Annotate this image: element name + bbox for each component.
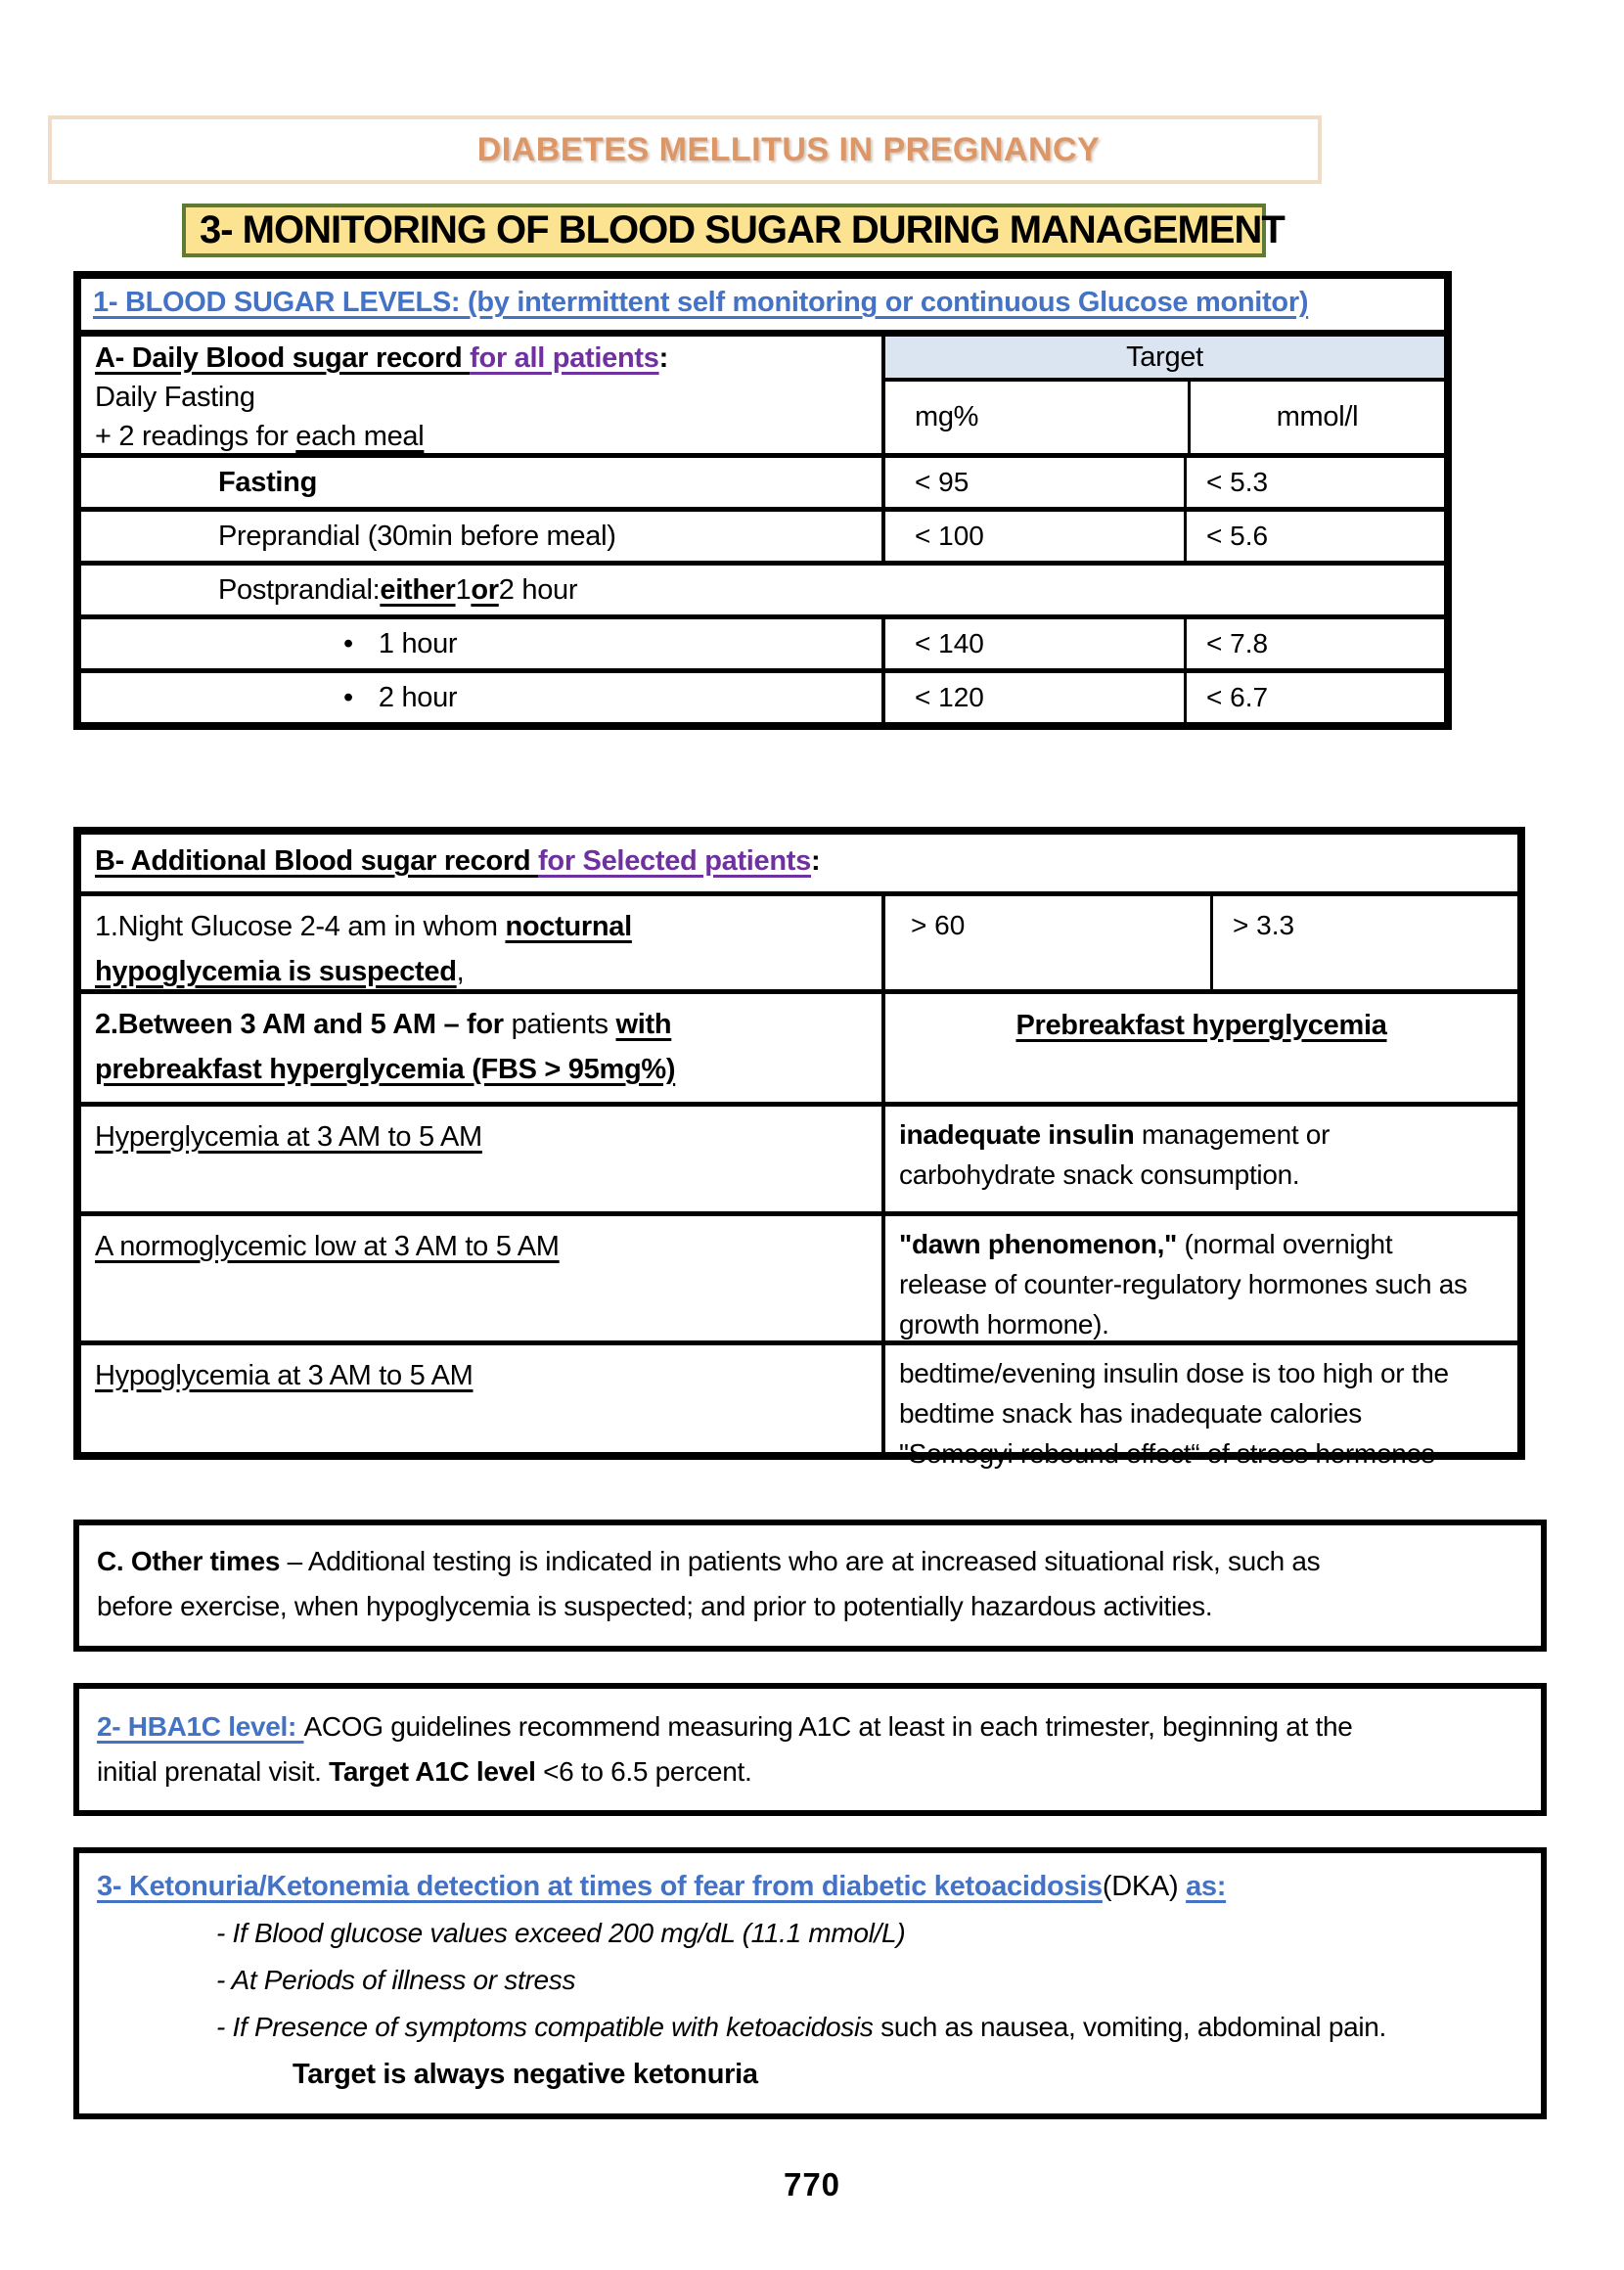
table-row-1hour [81,614,1444,668]
unit-mg-cell: mg% [915,401,979,432]
ketonuria-title: 3- Ketonuria/Ketonemia detection at times of fear from diabetic ketoacidosis(DKA) as: [97,1871,1227,1902]
table-row-hyperglycemia [81,1102,1517,1211]
chapter-title: DIABETES MELLITUS IN PREGNANCY [476,130,1101,168]
row-explanation: "dawn phenomenon," (normal overnight release of counter-regulatory hormones such as growth hormone). [881,1216,1517,1340]
row-mg-value: < 95 [881,458,1184,507]
row-label: Hyperglycemia at 3 AM to 5 AM [95,1121,482,1153]
row-label: Fasting [218,466,318,498]
ketonuria-bullet-3: - If Presence of symptoms compatible with ketoacidosis such as nausea, vomiting, abdominal pain. [216,2012,1387,2042]
row-span-value: Prebreakfast hyperglycemia [881,994,1517,1102]
row-label: Hypoglycemia at 3 AM to 5 AM [95,1360,474,1391]
blood-sugar-levels-table [73,271,1452,730]
table-row-night-glucose [81,891,1517,989]
additional-blood-sugar-table [73,827,1525,1469]
section-banner [182,204,1285,257]
row-mmol-value: < 5.6 [1184,512,1444,561]
table1-intro-row [81,330,1444,453]
row-explanation: bedtime/evening insulin dose is too high or the bedtime snack has inadequate calories "Somogyi rebound effect“ of stress hormones [881,1345,1517,1452]
table2-title: B- Additional Blood sugar record for Selected patients: [95,845,821,877]
row-mmol-value: > 3.3 [1210,896,1517,989]
row-mg-value: < 120 [881,673,1184,722]
table-row-fasting [81,453,1444,507]
table-row-hypoglycemia [81,1340,1517,1469]
row-mmol-value: < 7.8 [1184,619,1444,668]
table1-intro-description: A- Daily Blood sugar record for all patients: Daily Fasting + 2 readings for each meal [95,342,668,452]
row-label: • 2 hour [343,681,458,713]
note-other-times: C. Other times – Additional testing is indicated in patients who are at increased situational risk, such as before exercise, when hypoglycemia is suspected; and prior to potentially hazardous activities. [73,1520,1547,1652]
row-mg-value: < 100 [881,512,1184,561]
row-explanation: inadequate insulin management or carbohydrate snack consumption. [881,1107,1517,1211]
table1-target-block [881,337,1444,453]
table-row-preprandial [81,507,1444,561]
row-mg-value: < 140 [881,619,1184,668]
target-header-cell: Target [885,337,1444,382]
table-row-normoglycemic [81,1211,1517,1340]
table-row-2hour [81,668,1444,722]
row-label: Preprandial (30min before meal) [218,520,616,552]
table-row-postprandial: Postprandial: either 1 or 2 hour [81,561,1444,614]
page-number: 770 [783,2166,841,2202]
unit-mmol-cell: mmol/l [1188,382,1444,453]
ketonuria-target: Target is always negative ketonuria [293,2059,758,2090]
row-label: 1.Night Glucose 2-4 am in whom nocturnal hypoglycemia is suspected, [95,911,632,987]
section-banner-label: 3- MONITORING OF BLOOD SUGAR DURING MANAGEMENT [200,208,1285,251]
row-mmol-value: < 5.3 [1184,458,1444,507]
note-hba1c: 2- HBA1C level: ACOG guidelines recommend measuring A1C at least in each trimester, beginning at the initial prenatal visit. Target A1C level <6 to 6.5 percent. [73,1683,1547,1816]
row-label: 2.Between 3 AM and 5 AM – for patients with prebreakfast hyperglycemia (FBS > 95mg%) [95,1009,676,1085]
row-mg-value: > 60 [881,896,1210,989]
note-ketonuria [73,1847,1547,2119]
unit-header-row [885,382,1444,453]
chapter-title-box [48,115,1322,184]
table-row-3am-5am [81,989,1517,1102]
table1-title: 1- BLOOD SUGAR LEVELS: (by intermittent self monitoring or continuous Glucose monitor) [93,287,1309,318]
row-label: • 1 hour [343,627,458,659]
row-label: A normoglycemic low at 3 AM to 5 AM [95,1231,560,1262]
ketonuria-bullet-1: - If Blood glucose values exceed 200 mg/dL (11.1 mmol/L) [216,1918,906,1948]
row-mmol-value: < 6.7 [1184,673,1444,722]
ketonuria-bullet-2: - At Periods of illness or stress [216,1965,576,1995]
